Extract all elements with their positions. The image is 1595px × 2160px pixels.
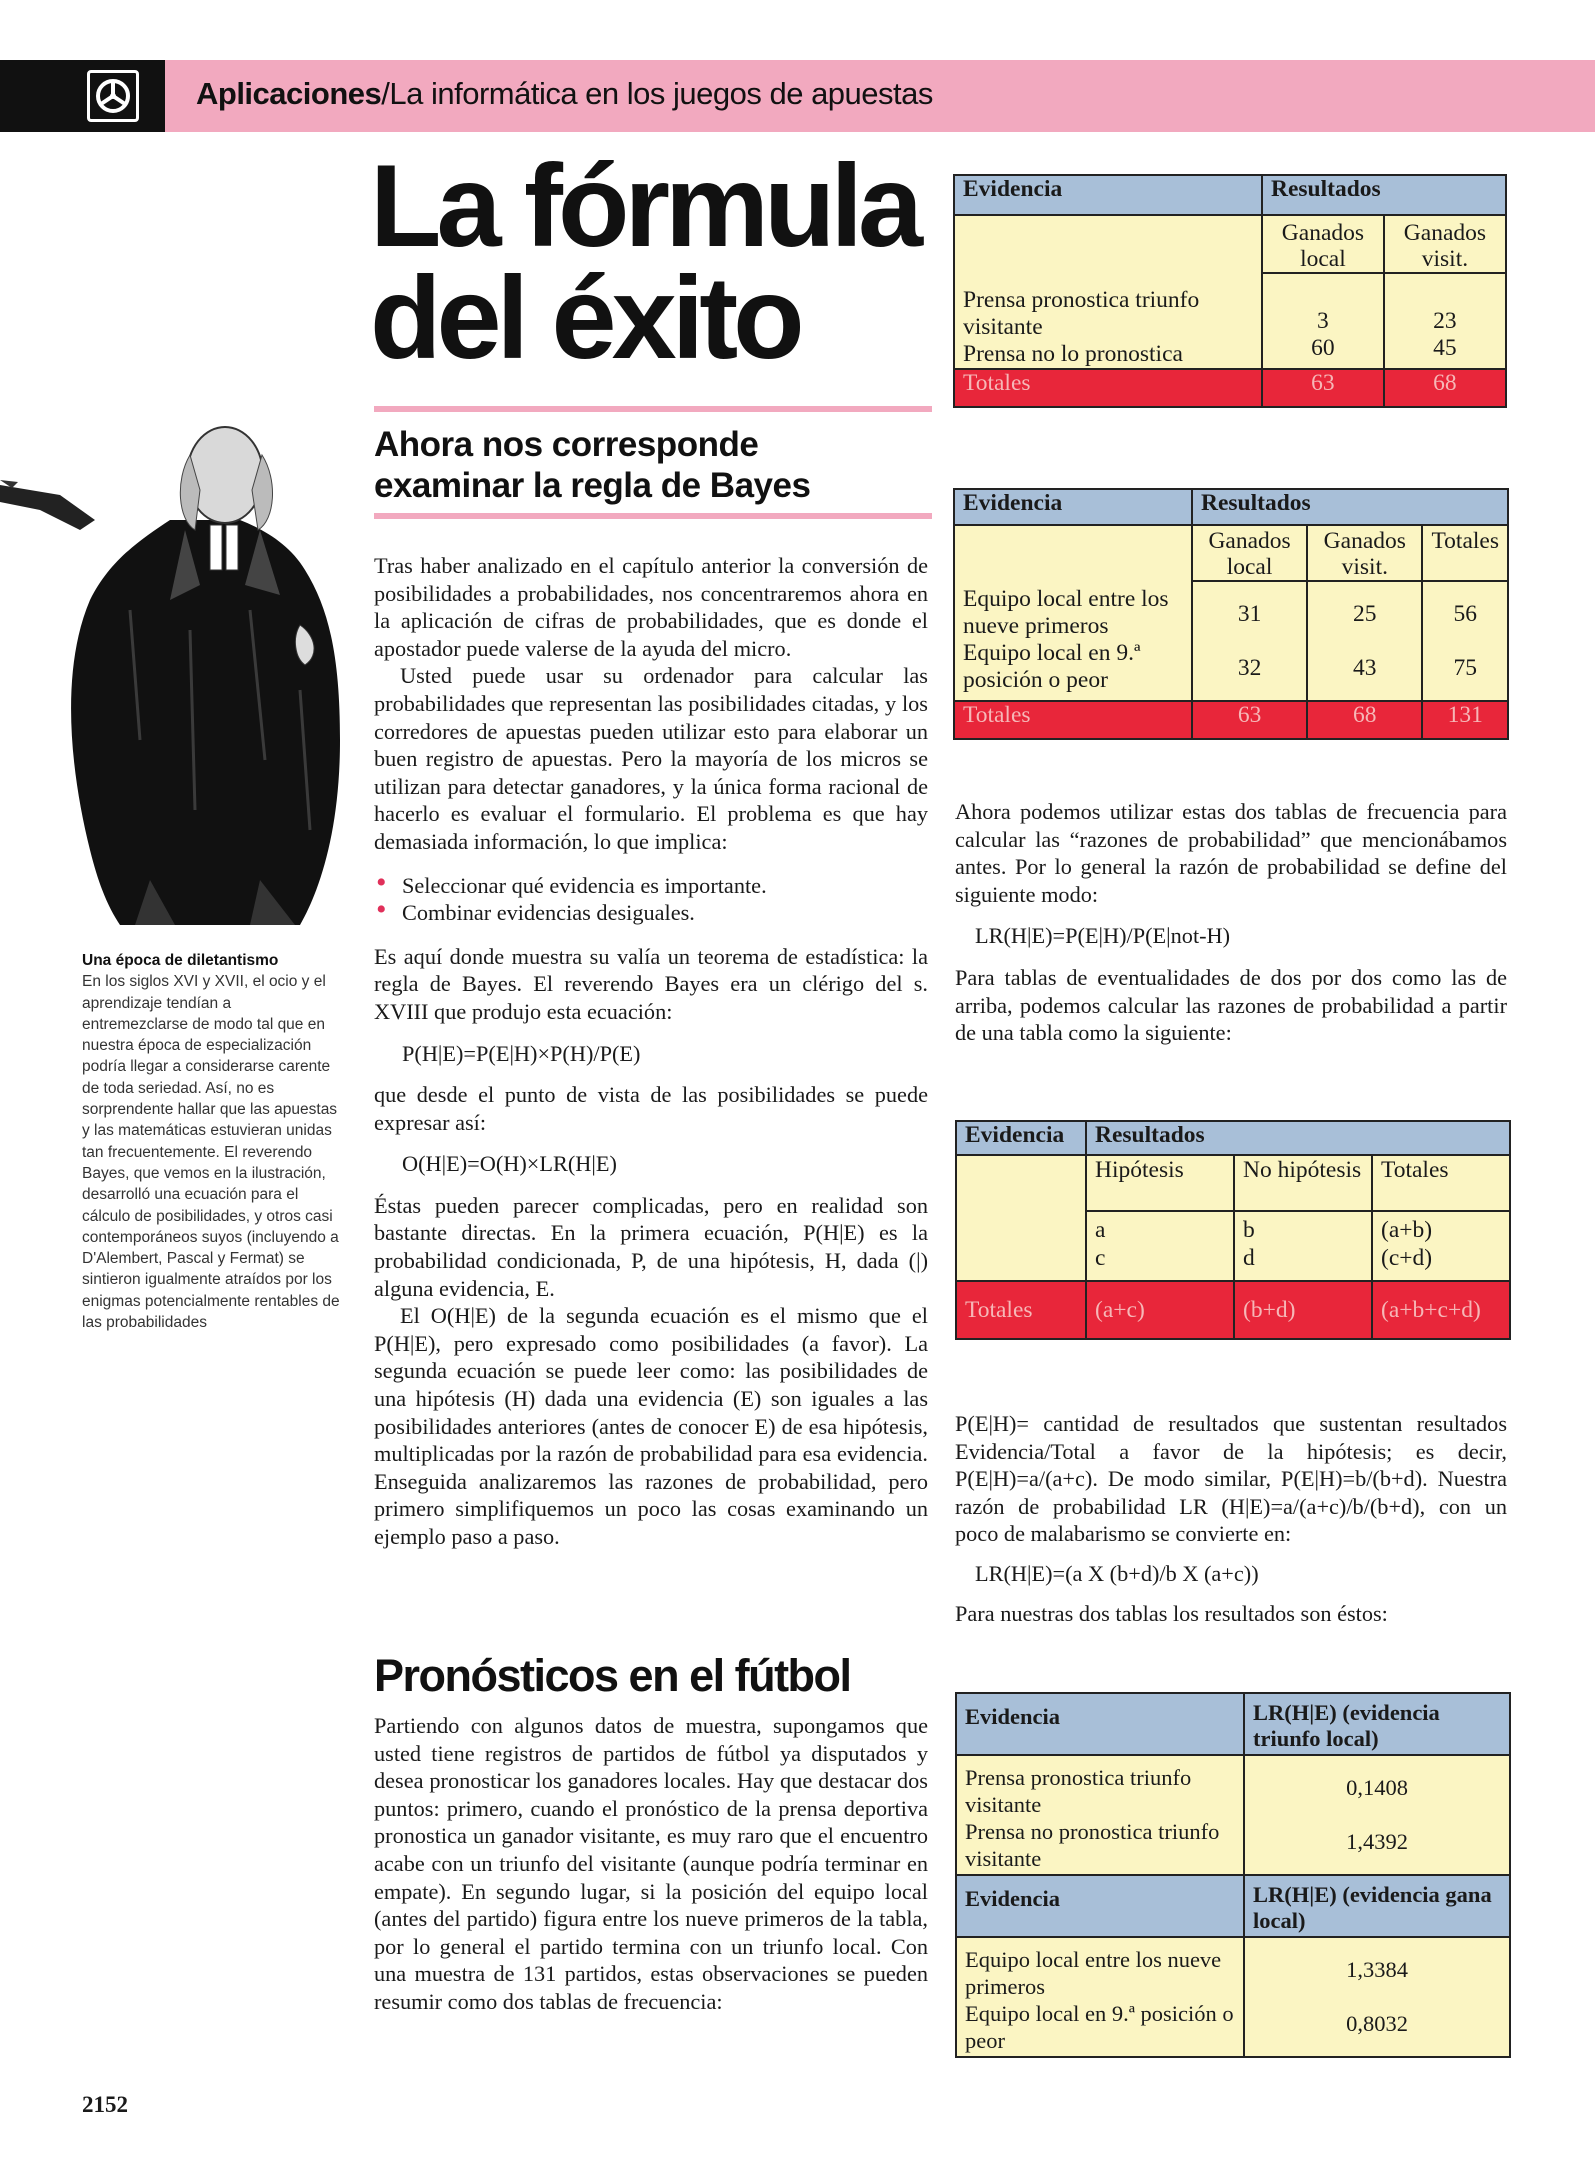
article-column-2 <box>955 798 1507 1047</box>
table-row-labels <box>956 1755 1244 1875</box>
column-header: Ganados visit. <box>1307 525 1422 581</box>
frequency-table-press <box>953 174 1507 408</box>
table-cell <box>956 1211 1086 1281</box>
table-row-label: Prensa pronostica triunfo visitante <box>965 1765 1192 1817</box>
totals-label: Totales <box>956 1281 1086 1339</box>
section-logo <box>0 60 165 132</box>
paragraph: Para tablas de eventualidades de dos por dos como las de arriba, podemos calcular las razones de probabilidad a partir de una tabla como la siguiente: <box>955 964 1507 1046</box>
table-header: LR(H|E) (evidencia triunfo local) <box>1244 1693 1510 1755</box>
formula: O(H|E)=O(H)×LR(H|E) <box>402 1151 617 1177</box>
divider <box>374 513 932 519</box>
formula: P(H|E)=P(E|H)×P(H)/P(E) <box>402 1040 641 1066</box>
bullet-item: • Seleccionar qué evidencia es importante. <box>374 872 928 900</box>
table-row-label: Equipo local entre los nueve primeros <box>965 1947 1222 1999</box>
steering-wheel-icon <box>87 70 139 122</box>
total-value: (b+d) <box>1234 1281 1372 1339</box>
article-column-2-continued <box>955 1410 1507 1627</box>
total-value: 63 <box>1262 369 1384 407</box>
total-value: (a+b+c+d) <box>1372 1281 1510 1339</box>
paragraph: P(E|H)= cantidad de resultados que sustentan resultados Evidencia/Total a favor de la hipótesis; es decir, P(E|H)=a/(a+c). De modo similar, P(E|H)=b/(b+d). Nuestra razón de probabilidad LR (H|E)=a/(a+c)/b/(b+d), con un poco de malabarismo se convierte en: <box>955 1411 1507 1547</box>
paragraph: El O(H|E) de la segunda ecuación es el mismo que el P(H|E), pero expresado como posibilidades (a favor). La segunda ecuación se puede leer como: las posibilidades de una hipótesis (H) dada una evidencia (E) son iguales a las posibilidades anteriores (antes de conocer E) de esa hipótesis, multiplicadas por la razón de probabilidad para esa evidencia. Enseguida analizaremos las razones de probabilidad, pero primero simplifiquemos un poco las cosas examinando un ejemplo paso a paso. <box>374 1303 928 1549</box>
title-line-2: del éxito <box>370 252 800 383</box>
paragraph: Usted puede usar su ordenador para calcular las probabilidades que representan las posibilidades citadas, y los corredores de apuestas pueden utilizar esto para elaborar un buen registro de apuestas. Pero la mayoría de los micros se utilizan para detectar ganadores, y la única forma racional de hacerlo es evaluar el formulario. El problema es que hay demasiada información, lo que implica: <box>374 663 928 854</box>
paragraph: Para nuestras dos tablas los resultados son éstos: <box>955 1600 1388 1626</box>
table-cell <box>956 1155 1086 1211</box>
paragraph: que desde el punto de vista de las posibilidades se puede expresar así: <box>374 1082 928 1135</box>
frequency-table-position <box>953 488 1509 740</box>
column-header: No hipótesis <box>1234 1155 1372 1211</box>
table-header: Resultados <box>1086 1121 1510 1155</box>
illustration-caption <box>82 950 340 1333</box>
table-cell: 25 43 <box>1307 581 1422 701</box>
table-cell: b d <box>1234 1211 1372 1281</box>
table-cell: 23 45 <box>1384 273 1506 369</box>
section-name: Aplicaciones <box>196 76 382 111</box>
table-cell: 3 60 <box>1262 273 1384 369</box>
divider <box>374 406 932 412</box>
table-header: Evidencia <box>954 489 1192 525</box>
table-row-label: Prensa no lo pronostica <box>963 341 1183 367</box>
table-header: LR(H|E) (evidencia gana local) <box>1244 1875 1510 1937</box>
totals-label: Totales <box>954 701 1192 739</box>
page-number: 2152 <box>82 2092 128 2117</box>
paragraph: Es aquí donde muestra su valía un teorema de estadística: la regla de Bayes. El reverendo Bayes era un clérigo del s. XVIII que produjo esta ecuación: <box>374 943 928 1024</box>
title-line-1: La fórmula <box>370 140 919 271</box>
table-header: Evidencia <box>956 1121 1086 1155</box>
paragraph: Partiendo con algunos datos de muestra, supongamos que usted tiene registros de partidos de fútbol ya disputados y desea pronosticar los ganadores locales. Hay que destacar dos puntos: primero, cuando el pronóstico de la prensa deportiva pronostica un ganador visitante, es muy raro que el encuentro acabe con un triunfo del visitante (aunque podría terminar en empate). En segundo lugar, si la posición del equipo local (antes del partido) figura entre los nueve primeros de la tabla, por lo general el partido termina con un triunfo local. Con una muestra de 131 partidos, estas observaciones se pueden resumir como dos tablas de frecuencia: <box>374 1713 928 2014</box>
table-row-label: Equipo local entre los nueve primeros <box>963 586 1169 639</box>
total-value: 131 <box>1422 701 1508 739</box>
table-row-label: Equipo local en 9.ª posición o peor <box>965 2001 1234 2053</box>
section-subtitle: /La informática en los juegos de apuestas <box>381 76 933 111</box>
column-header: Ganados local <box>1192 525 1307 581</box>
article-column-1 <box>374 552 928 1551</box>
running-header <box>196 76 933 112</box>
reverend-bayes-illustration <box>0 410 375 935</box>
paragraph: Tras haber analizado en el capítulo anterior la conversión de posibilidades a probabilidades, nos concentraremos ahora en la aplicación de cifras de probabilidades, que es donde el apostador puede valerse de la ayuda del micro. <box>374 553 928 661</box>
column-header: Ganados visit. <box>1384 215 1506 273</box>
table-row-labels <box>956 1937 1244 2057</box>
column-header: Totales <box>1372 1155 1510 1211</box>
table-row-labels <box>954 525 1192 701</box>
table-cell: 1,3384 0,8032 <box>1244 1937 1510 2057</box>
caption-title: Una época de diletantismo <box>82 952 279 969</box>
table-row-label: Equipo local en 9.ª posición o peor <box>963 640 1141 693</box>
table-header: Evidencia <box>954 175 1262 215</box>
formula: LR(H|E)=(a X (b+d)/b X (a+c)) <box>975 1560 1259 1586</box>
section-heading: Pronósticos en el fútbol <box>374 1650 851 1701</box>
contingency-table-template <box>955 1120 1511 1340</box>
subtitle-line-2: examinar la regla de Bayes <box>374 466 811 505</box>
subtitle-line-1: Ahora nos corresponde <box>374 425 759 464</box>
column-header: Totales <box>1422 525 1508 581</box>
table-cell: 56 75 <box>1422 581 1508 701</box>
paragraph: Éstas pueden parecer complicadas, pero en realidad son bastante directas. En la primera ecuación, P(H|E) es la probabilidad condicionada, P, de una hipótesis, H, dada (|) alguna evidencia, E. <box>374 1192 928 1301</box>
page-title <box>370 140 950 383</box>
column-header: Ganados local <box>1262 215 1384 273</box>
table-header: Resultados <box>1262 175 1506 215</box>
total-value: 68 <box>1307 701 1422 739</box>
total-value: 63 <box>1192 701 1307 739</box>
likelihood-ratio-table <box>955 1692 1511 2058</box>
total-value: (a+c) <box>1086 1281 1234 1339</box>
column-header: Hipótesis <box>1086 1155 1234 1211</box>
table-header: Evidencia <box>956 1693 1244 1755</box>
caption-text: En los siglos XVI y XVII, el ocio y el aprendizaje tendían a entremezclarse de modo tal que en nuestra época de especialización podría llegar a considerarse carente de toda seriedad. Así, no es sorprendente hallar que las apuestas y las matemáticas estuvieran unidas tan frecuentemente. El reverendo Bayes, que vemos en la ilustración, desarrolló una ecuación para el cálculo de posibilidades, y otros casi contemporáneos suyos (incluyendo a D'Alembert, Pascal y Fermat) se sintieron igualmente atraídos por los enigmas potencialmente rentables de las probabilidades <box>82 973 340 1332</box>
table-cell: 0,1408 1,4392 <box>1244 1755 1510 1875</box>
table-cell: a c <box>1086 1211 1234 1281</box>
table-header: Resultados <box>1192 489 1508 525</box>
bullet-item: • Combinar evidencias desiguales. <box>374 899 928 927</box>
table-cell: 31 32 <box>1192 581 1307 701</box>
table-row-labels <box>954 215 1262 369</box>
formula: LR(H|E)=P(E|H)/P(E|not-H) <box>975 923 1231 949</box>
total-value: 68 <box>1384 369 1506 407</box>
subtitle <box>374 424 934 506</box>
table-header: Evidencia <box>956 1875 1244 1937</box>
article-column-1-continued <box>374 1712 928 2016</box>
paragraph: Ahora podemos utilizar estas dos tablas de frecuencia para calcular las “razones de probabilidad” que mencionábamos antes. Por lo general la razón de probabilidad se define del siguiente modo: <box>955 799 1507 907</box>
totals-label: Totales <box>954 369 1262 407</box>
table-row-label: Prensa no pronostica triunfo visitante <box>965 1819 1220 1871</box>
table-row-label: Prensa pronostica triunfo visitante <box>963 287 1200 340</box>
table-cell: (a+b) (c+d) <box>1372 1211 1510 1281</box>
